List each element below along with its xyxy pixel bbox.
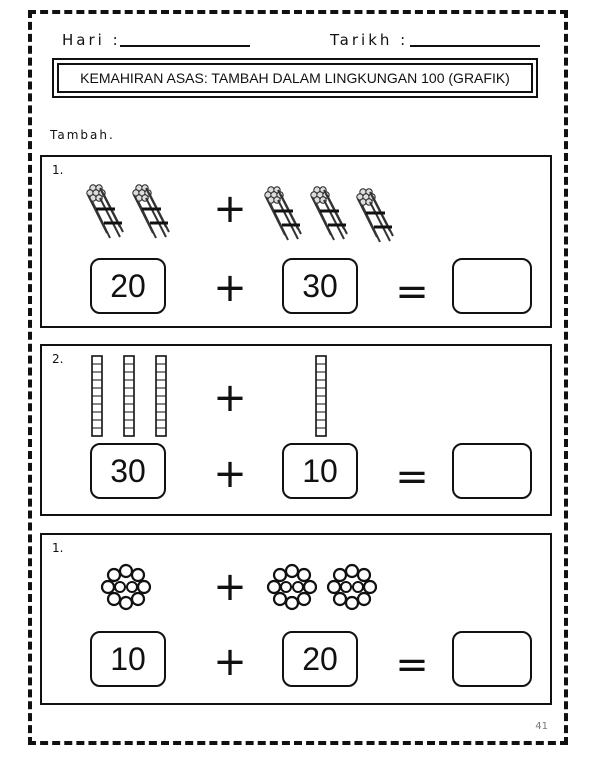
addend-box: 30 <box>282 258 358 314</box>
addend-box: 10 <box>90 631 166 687</box>
page-number: 41 <box>535 721 548 732</box>
addend-box: 20 <box>90 258 166 314</box>
plus-sign: + <box>213 265 247 311</box>
ten-rods-picture <box>314 354 330 438</box>
addend-box: 10 <box>282 443 358 499</box>
plus-sign: + <box>213 639 247 685</box>
date-input-line[interactable] <box>410 45 540 47</box>
bead-rings-picture <box>264 561 382 613</box>
problem-card-1 <box>40 155 552 328</box>
bead-rings-picture <box>98 561 154 613</box>
problem-number: 1. <box>52 163 64 177</box>
title-frame <box>52 58 538 98</box>
problem-card-3 <box>40 533 552 705</box>
addend-box: 20 <box>282 631 358 687</box>
stick-bundles-picture <box>256 183 406 245</box>
worksheet-title: KEMAHIRAN ASAS: TAMBAH DALAM LINGKUNGAN 100 (GRAFIK) <box>57 63 533 93</box>
plus-sign: + <box>213 186 247 232</box>
problem-number: 2. <box>52 352 64 366</box>
answer-box[interactable] <box>452 631 532 687</box>
answer-box[interactable] <box>452 443 532 499</box>
plus-sign: + <box>213 375 247 421</box>
problem-card-2 <box>40 344 552 516</box>
instruction-text: Tambah. <box>50 128 115 142</box>
plus-sign: + <box>213 564 247 610</box>
equals-sign: = <box>395 642 429 688</box>
equals-sign: = <box>395 454 429 500</box>
ten-rods-picture <box>90 354 172 438</box>
equals-sign: = <box>395 269 429 315</box>
day-input-line[interactable] <box>120 45 250 47</box>
day-label: Hari : <box>62 31 121 49</box>
answer-box[interactable] <box>452 258 532 314</box>
date-label: Tarikh : <box>330 31 409 49</box>
plus-sign: + <box>213 451 247 497</box>
stick-bundles-picture <box>78 181 188 243</box>
problem-number: 1. <box>52 541 64 555</box>
addend-box: 30 <box>90 443 166 499</box>
